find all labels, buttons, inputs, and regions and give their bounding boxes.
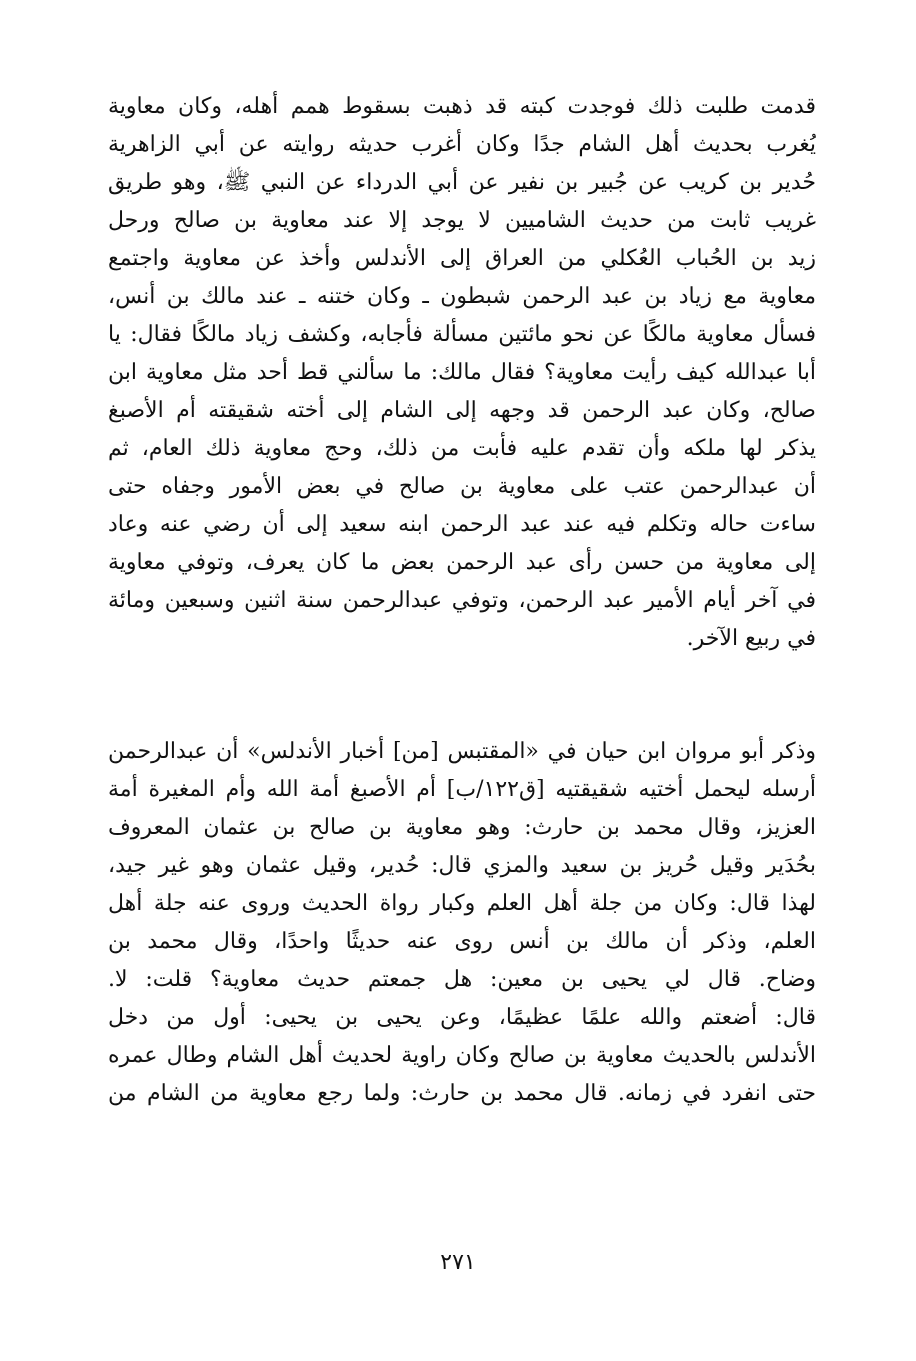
text-line: حتى انفرد في زمانه. قال محمد بن حارث: ولما رجع معاوية من الشام من — [108, 1081, 816, 1106]
text-line: الأندلس بالحديث معاوية بن صالح وكان راوية لحديث أهل الشام وطال عمره — [108, 1043, 816, 1068]
text-line: أن عبدالرحمن عتب على معاوية بن صالح في بعض الأمور وجفاه حتى — [108, 474, 816, 499]
text-line: فسأل معاوية مالكًا عن نحو مائتين مسألة فأجابه، وكشف زياد مالكًا فقال: يا — [108, 322, 816, 347]
text-line: أرسله ليحمل أختيه شقيقتيه [ق١٢٢/ب] أم الأصبغ أمة الله وأم المغيرة أمة — [108, 777, 816, 802]
text-line: العلم، وذكر أن مالك بن أنس روى عنه حديثًا واحدًا، وقال محمد بن — [108, 929, 816, 954]
text-line: حُدير بن كريب عن جُبير بن نفير عن أبي الدرداء عن النبي ﷺ، وهو طريق — [108, 170, 816, 195]
text-line: في آخر أيام الأمير عبد الرحمن، وتوفي عبدالرحمن سنة اثنين وسبعين ومائة — [108, 588, 816, 613]
text-line: قال: أضعتم والله علمًا عظيمًا، وعن يحيى بن يحيى: أول من دخل — [108, 1005, 816, 1030]
text-line: لهذا قال: وكان من جلة أهل العلم وكبار رواة الحديث وروى عنه جلة أهل — [108, 891, 816, 916]
text-line: إلى معاوية من حسن رأى عبد الرحمن بعض ما كان يعرف، وتوفي معاوية — [108, 550, 816, 575]
text-line: ساءت حاله وتكلم فيه عند عبد الرحمن ابنه سعيد إلى أن رضي عنه وعاد — [108, 512, 816, 537]
text-line: معاوية مع زياد بن عبد الرحمن شبطون ـ وكان ختنه ـ عند مالك بن أنس، — [108, 284, 816, 309]
text-line: وذكر أبو مروان ابن حيان في «المقتبس [من] أخبار الأندلس» أن عبدالرحمن — [108, 739, 816, 764]
text-line: بحُدَير وقيل حُريز بن سعيد والمزي قال: حُدير، وقيل عثمان وهو غير جيد، — [108, 853, 816, 878]
paragraph-1 — [108, 88, 816, 658]
text-line: غريب ثابت من حديث الشاميين لا يوجد إلا عند معاوية بن صالح ورحل — [108, 208, 816, 233]
text-line: يُغرب بحديث أهل الشام جدًا وكان أغرب حديثه روايته عن أبي الزاهرية — [108, 132, 816, 157]
text-line: قدمت طلبت ذلك فوجدت كبته قد ذهبت بسقوط همم أهله، وكان معاوية — [108, 94, 816, 119]
page-number: ٢٧١ — [440, 1250, 476, 1275]
text-line: يذكر لها ملكه وأن تقدم عليه فأبت من ذلك، وحج معاوية ذلك العام، ثم — [108, 436, 816, 461]
text-line: وضاح. قال لي يحيى بن معين: هل جمعتم حديث معاوية؟ قلت: لا. — [108, 967, 816, 992]
text-line: زيد بن الحُباب العُكلي من العراق إلى الأندلس وأخذ عن معاوية واجتمع — [108, 246, 816, 271]
paragraph-2 — [108, 733, 816, 1113]
text-line: صالح، وكان عبد الرحمن قد وجهه إلى الشام إلى أخته شقيقته أم الأصبغ — [108, 398, 816, 423]
text-line: أبا عبدالله كيف رأيت معاوية؟ فقال مالك: ما سألني قط أحد مثل معاوية ابن — [108, 360, 816, 385]
text-line: العزيز، وقال محمد بن حارث: وهو معاوية بن صالح بن عثمان المعروف — [108, 815, 816, 840]
text-line: في ربيع الآخر. — [686, 626, 816, 651]
